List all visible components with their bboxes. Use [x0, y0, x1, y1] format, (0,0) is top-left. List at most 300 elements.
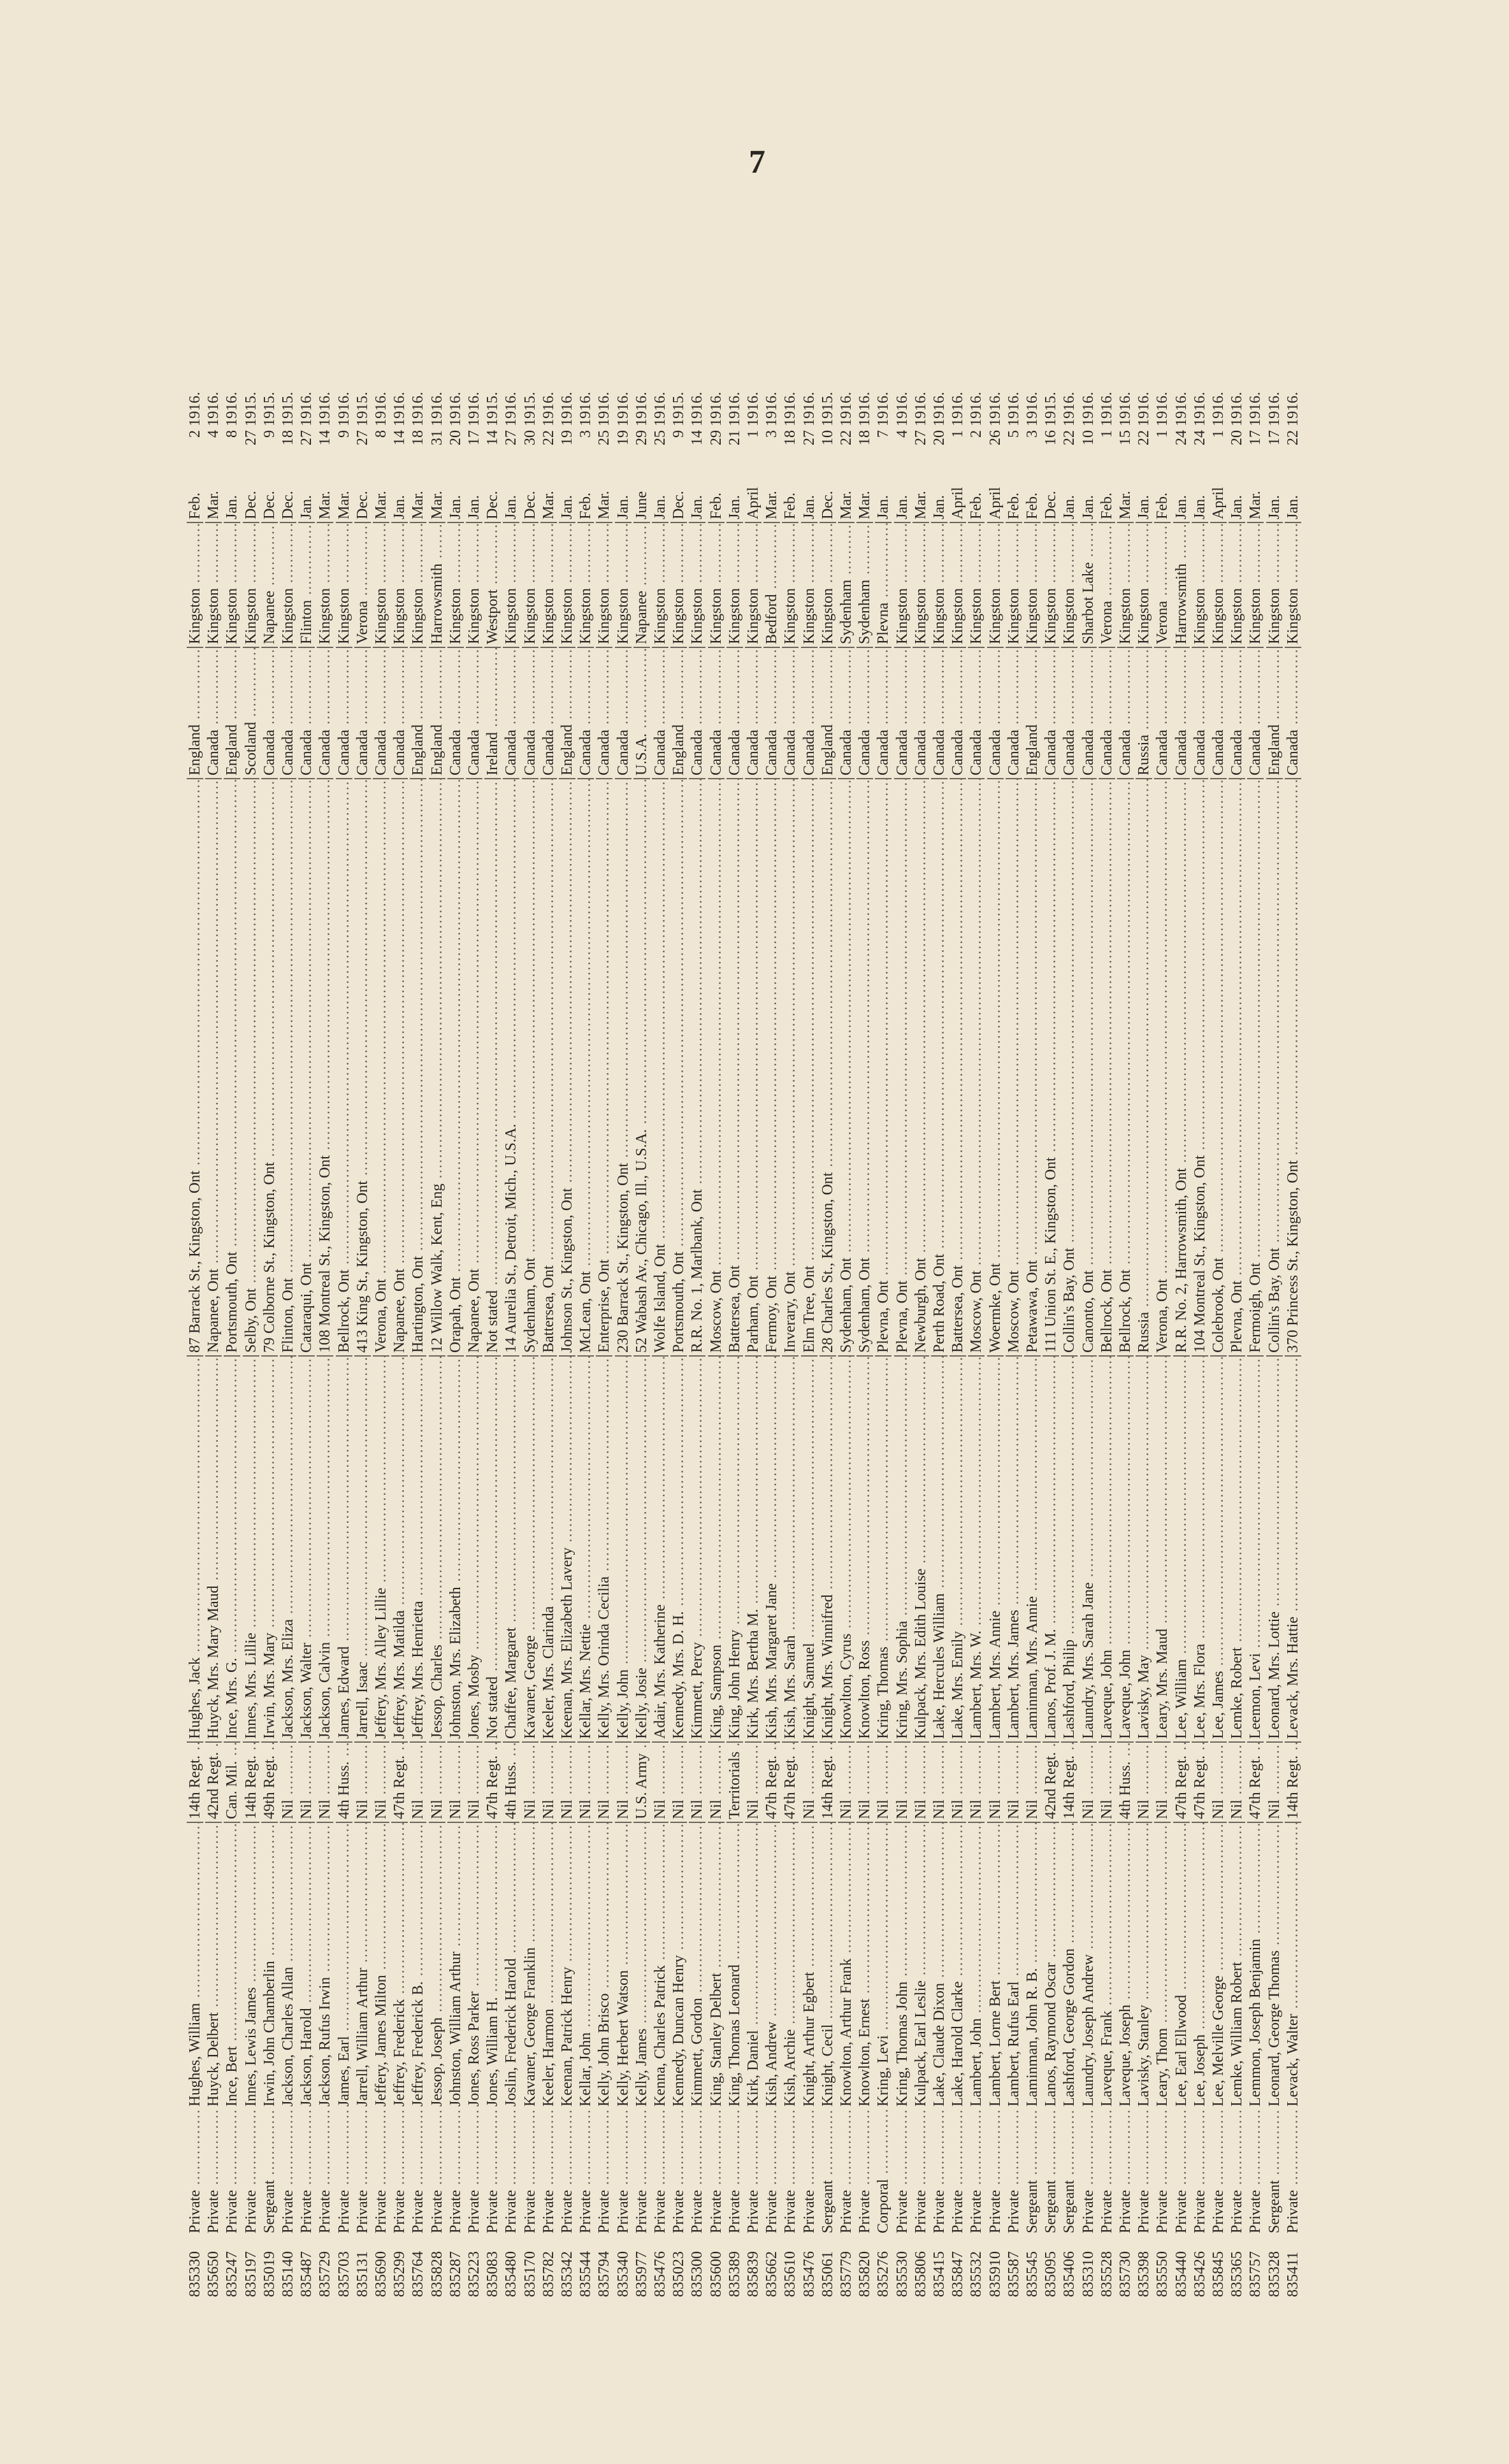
next-of-kin-cell: Lee, William .....	[1173, 1355, 1190, 1741]
table-row	[596, 182, 612, 2297]
soldier-name-cell: Keeler, Harmon .....	[540, 1822, 557, 2109]
next-of-kin-cell: Knowlton, Cyrus .....	[838, 1355, 855, 1741]
regimental-number-cell: 835023	[670, 2251, 688, 2297]
next-of-kin-address-cell: Portsmouth, Ont .....	[224, 778, 240, 1355]
enlistment-month-cell: Jan.	[503, 495, 520, 519]
enlistment-year-cell: 1916.	[782, 392, 799, 426]
rank-cell: Private .....	[373, 2109, 389, 2233]
enlistment-month-cell: Dec.	[354, 491, 371, 519]
next-of-kin-address-cell: Napanee, Ont .....	[205, 778, 222, 1355]
rank-cell: Private .....	[336, 2109, 352, 2233]
next-of-kin-cell: Kellar, Mrs. Nettie .....	[577, 1355, 594, 1741]
table-row	[894, 182, 911, 2297]
country-of-birth-cell: England .....	[1024, 647, 1041, 778]
enlistment-year-cell: 1916.	[652, 392, 668, 426]
next-of-kin-cell: Laminman, Mrs. Annie .....	[1024, 1355, 1041, 1741]
country-of-birth-cell: Canada .....	[894, 647, 911, 778]
enlistment-month-cell: Feb.	[187, 493, 203, 519]
country-of-birth-cell: Canada .....	[447, 647, 464, 778]
table-row	[503, 182, 519, 2297]
next-of-kin-address-cell: Fermoy, Ont .....	[763, 778, 780, 1355]
regimental-number-cell: 835170	[521, 2251, 538, 2297]
rank-cell: Sergeant .....	[819, 2109, 836, 2233]
next-of-kin-address-cell: Petawawa, Ont .....	[1024, 778, 1041, 1355]
next-of-kin-cell: Kimmett, Percy .....	[689, 1355, 705, 1741]
next-of-kin-cell: Jessop, Charles .....	[429, 1355, 445, 1741]
table-row	[1117, 182, 1134, 2297]
next-of-kin-cell: Lemke, Robert .....	[1229, 1355, 1245, 1741]
regimental-number-cell: 835340	[614, 2251, 632, 2297]
regimental-number-cell: 835544	[577, 2251, 595, 2297]
table-row	[633, 182, 650, 2297]
enlistment-year-cell: 1916.	[745, 392, 762, 426]
place-of-enlistment-cell: Kingston .....	[1229, 522, 1245, 647]
soldier-name-cell: Kish, Andrew .....	[763, 1822, 780, 2109]
soldier-name-cell: Kimmett, Gordon .....	[689, 1822, 705, 2109]
enlistment-month-cell: Jan.	[726, 495, 743, 519]
next-of-kin-cell: Irwin, Mrs. Mary .....	[261, 1355, 278, 1741]
table-row	[1024, 182, 1041, 2297]
country-of-birth-cell: Canada .....	[708, 647, 725, 778]
country-of-birth-cell: Canada .....	[913, 647, 929, 778]
soldier-name-cell: James, Earl .....	[336, 1822, 352, 2109]
regimental-number-cell: 835365	[1229, 2251, 1246, 2297]
rank-cell: Private .....	[429, 2109, 445, 2233]
next-of-kin-address-cell: 52 Wabash Av., Chicago, Ill., U.S.A. .....	[633, 778, 650, 1355]
place-of-enlistment-cell: Kingston .....	[466, 522, 482, 647]
soldier-name-cell: Kish, Archie .....	[782, 1822, 798, 2109]
next-of-kin-address-cell: Battersea, Ont .....	[726, 778, 743, 1355]
next-of-kin-cell: Knight, Samuel .....	[801, 1355, 818, 1741]
place-of-enlistment-cell: Kingston .....	[931, 522, 948, 647]
soldier-name-cell: Leary, Thom .....	[1154, 1822, 1171, 2109]
former-unit-cell: 47th Regt. .....	[782, 1741, 798, 1822]
table-row	[1210, 182, 1227, 2297]
regimental-number-cell: 835287	[447, 2251, 464, 2297]
enlistment-year-cell: 1916.	[317, 392, 334, 426]
enlistment-day-cell: 9	[670, 430, 688, 438]
rank-cell: Private .....	[1229, 2109, 1245, 2233]
former-unit-cell: Nil .....	[1210, 1741, 1227, 1822]
country-of-birth-cell: Canada .....	[1043, 647, 1059, 778]
soldier-name-cell: Knowlton, Ernest .....	[856, 1822, 873, 2109]
country-of-birth-cell: Canada .....	[298, 647, 315, 778]
soldier-name-cell: Lake, Harold Clarke .....	[949, 1822, 966, 2109]
place-of-enlistment-cell: Verona .....	[1154, 522, 1171, 647]
enlistment-year-cell: 1916.	[986, 392, 1004, 426]
next-of-kin-cell: Lanos, Prof. J. M. .....	[1043, 1355, 1059, 1741]
soldier-name-cell: Kring, Thomas John .....	[894, 1822, 911, 2109]
regimental-number-cell: 835487	[298, 2251, 315, 2297]
enlistment-year-cell: 1915.	[521, 392, 538, 426]
enlistment-day-cell: 3	[577, 430, 595, 438]
former-unit-cell: 47th Regt. .....	[391, 1741, 408, 1822]
former-unit-cell: 4th Huss. .....	[336, 1741, 352, 1822]
table-row	[298, 182, 315, 2297]
former-unit-cell: Nil .....	[1266, 1741, 1283, 1822]
next-of-kin-address-cell: Sydenham, Ont .....	[838, 778, 855, 1355]
place-of-enlistment-cell: Kingston .....	[187, 522, 203, 647]
enlistment-month-cell: Feb.	[968, 493, 985, 519]
regimental-number-cell: 835476	[652, 2251, 668, 2297]
country-of-birth-cell: Canada .....	[987, 647, 1004, 778]
enlistment-year-cell: 1916.	[1154, 392, 1171, 426]
rank-cell: Corporal .....	[875, 2109, 892, 2233]
former-unit-cell: Nil .....	[894, 1741, 911, 1822]
enlistment-year-cell: 1915.	[670, 392, 688, 426]
former-unit-cell: 47th Regt. .....	[763, 1741, 780, 1822]
table-row	[559, 182, 575, 2297]
enlistment-month-cell: Feb.	[1024, 493, 1041, 519]
place-of-enlistment-cell: Kingston .....	[559, 522, 575, 647]
table-row	[875, 182, 892, 2297]
country-of-birth-cell: England .....	[670, 647, 687, 778]
country-of-birth-cell: Canada .....	[1229, 647, 1245, 778]
place-of-enlistment-cell: Kingston .....	[1024, 522, 1041, 647]
next-of-kin-address-cell: 14 Aurelia St., Detroit, Mich., U.S.A. .....	[503, 778, 519, 1355]
enlistment-year-cell: 1916.	[912, 392, 929, 426]
enlistment-month-cell: Mar.	[335, 491, 352, 519]
country-of-birth-cell: Canada .....	[1080, 647, 1097, 778]
rank-cell: Private .....	[1247, 2109, 1264, 2233]
table-row	[1173, 182, 1190, 2297]
enlistment-year-cell: 1916.	[1061, 392, 1078, 426]
regimental-number-cell: 835019	[261, 2251, 278, 2297]
regimental-number-cell: 835828	[428, 2251, 445, 2297]
country-of-birth-cell: Canada .....	[875, 647, 892, 778]
soldier-name-cell: Hughes, William .....	[187, 1822, 203, 2109]
country-of-birth-cell: Canada .....	[1006, 647, 1022, 778]
next-of-kin-address-cell: 87 Barrack St., Kingston, Ont .....	[187, 778, 203, 1355]
next-of-kin-cell: Lashford, Philip .....	[1061, 1355, 1078, 1741]
country-of-birth-cell: Canada .....	[1210, 647, 1227, 778]
rank-cell: Private .....	[801, 2109, 818, 2233]
country-of-birth-cell: Canada .....	[540, 647, 557, 778]
enlistment-day-cell: 10	[1079, 430, 1097, 445]
next-of-kin-cell: Kish, Mrs. Sarah .....	[782, 1355, 798, 1741]
enlistment-year-cell: 1916.	[949, 392, 967, 426]
next-of-kin-cell: Leary, Mrs. Maud .....	[1154, 1355, 1171, 1741]
enlistment-year-cell: 1915.	[280, 392, 296, 426]
country-of-birth-cell: Canada .....	[782, 647, 798, 778]
country-of-birth-cell: Ireland .....	[484, 647, 501, 778]
enlistment-month-cell: Jan.	[466, 495, 482, 519]
soldier-name-cell: Lambert, Lorne Bert .....	[987, 1822, 1004, 2109]
country-of-birth-cell: Canada .....	[336, 647, 352, 778]
place-of-enlistment-cell: Harrowsmith .....	[1173, 522, 1190, 647]
soldier-name-cell: Knight, Cecil .....	[819, 1822, 836, 2109]
regimental-number-cell: 835650	[205, 2251, 222, 2297]
enlistment-day-cell: 14	[689, 430, 706, 445]
table-row	[261, 182, 278, 2297]
soldier-name-cell: Kennedy, Duncan Henry .....	[670, 1822, 687, 2109]
table-row	[763, 182, 780, 2297]
table-row	[373, 182, 389, 2297]
rank-cell: Private .....	[243, 2109, 259, 2233]
next-of-kin-address-cell: 79 Colborne St., Kingston, Ont .....	[261, 778, 278, 1355]
country-of-birth-cell: England .....	[410, 647, 426, 778]
former-unit-cell: 47th Regt. .....	[1192, 1741, 1208, 1822]
table-row	[1136, 182, 1152, 2297]
next-of-kin-address-cell: Moscow, Ont .....	[1006, 778, 1022, 1355]
place-of-enlistment-cell: Kingston .....	[708, 522, 725, 647]
country-of-birth-cell: Canada .....	[689, 647, 705, 778]
next-of-kin-address-cell: Not stated .....	[484, 778, 501, 1355]
enlistment-month-cell: Mar.	[205, 491, 222, 519]
place-of-enlistment-cell: Kingston .....	[652, 522, 668, 647]
former-unit-cell: Nil .....	[373, 1741, 389, 1822]
soldier-name-cell: Lavisky, Stanley .....	[1136, 1822, 1152, 2109]
next-of-kin-cell: Kavaner, George .....	[522, 1355, 538, 1741]
country-of-birth-cell: Canada .....	[522, 647, 538, 778]
place-of-enlistment-cell: Kingston .....	[782, 522, 798, 647]
table-row	[1080, 182, 1097, 2297]
soldier-name-cell: Lambert, John .....	[968, 1822, 985, 2109]
enlistment-month-cell: Mar.	[1117, 491, 1134, 519]
enlistment-day-cell: 9	[261, 430, 278, 438]
enlistment-day-cell: 26	[986, 430, 1004, 445]
place-of-enlistment-cell: Kingston .....	[391, 522, 408, 647]
enlistment-year-cell: 1916.	[875, 392, 892, 426]
regimental-number-cell: 835528	[1098, 2251, 1115, 2297]
rank-cell: Private .....	[1117, 2109, 1134, 2233]
enlistment-year-cell: 1916.	[577, 392, 595, 426]
next-of-kin-cell: Chaffee, Margaret .....	[503, 1355, 519, 1741]
table-row	[466, 182, 482, 2297]
next-of-kin-cell: Kelly, Mrs. Orinda Cecilia .....	[596, 1355, 612, 1741]
regimental-number-cell: 835197	[242, 2251, 259, 2297]
former-unit-cell: 42nd Regt. .....	[1043, 1741, 1059, 1822]
former-unit-cell: Nil .....	[429, 1741, 445, 1822]
place-of-enlistment-cell: Kingston .....	[968, 522, 985, 647]
table-row	[447, 182, 464, 2297]
regimental-number-cell: 835095	[1043, 2251, 1060, 2297]
place-of-enlistment-cell: Kingston .....	[336, 522, 352, 647]
rank-cell: Private .....	[540, 2109, 557, 2233]
regimental-number-cell: 835530	[893, 2251, 911, 2297]
regimental-number-cell: 835299	[391, 2251, 408, 2297]
next-of-kin-address-cell: Moscow, Ont .....	[968, 778, 985, 1355]
enlistment-year-cell: 1916.	[503, 392, 520, 426]
former-unit-cell: Nil .....	[466, 1741, 482, 1822]
enlistment-year-cell: 1916.	[931, 392, 948, 426]
rank-cell: Private .....	[1192, 2109, 1208, 2233]
table-row	[987, 182, 1004, 2297]
regimental-number-cell: 835662	[763, 2251, 781, 2297]
country-of-birth-cell: Canada .....	[838, 647, 855, 778]
country-of-birth-cell: Canada .....	[1117, 647, 1134, 778]
rank-cell: Private .....	[670, 2109, 687, 2233]
next-of-kin-cell: Adair, Mrs. Katherine .....	[652, 1355, 668, 1741]
soldier-name-cell: Lanos, Raymond Oscar .....	[1043, 1822, 1059, 2109]
enlistment-month-cell: Jan.	[1229, 495, 1246, 519]
former-unit-cell: 14th Regt. .....	[187, 1741, 203, 1822]
table-row	[1192, 182, 1208, 2297]
next-of-kin-cell: Kish, Mrs. Margaret Jane .....	[763, 1355, 780, 1741]
enlistment-month-cell: Dec.	[484, 491, 502, 519]
table-row	[1043, 182, 1059, 2297]
rank-cell: Private .....	[317, 2109, 333, 2233]
enlistment-year-cell: 1916.	[800, 392, 818, 426]
regimental-number-cell: 835806	[912, 2251, 929, 2297]
place-of-enlistment-cell: Kingston .....	[745, 522, 762, 647]
rank-cell: Private .....	[968, 2109, 985, 2233]
enlistment-month-cell: Jan.	[391, 495, 408, 519]
enlistment-month-cell: Jan.	[875, 495, 892, 519]
next-of-kin-address-cell: Plevna, Ont .....	[875, 778, 892, 1355]
enlistment-month-cell: Feb.	[577, 493, 595, 519]
place-of-enlistment-cell: Kingston .....	[1266, 522, 1283, 647]
regimental-number-cell: 835389	[726, 2251, 743, 2297]
rank-cell: Private .....	[1154, 2109, 1171, 2233]
next-of-kin-address-cell: Woermke, Ont .....	[987, 778, 1004, 1355]
former-unit-cell: Nil .....	[931, 1741, 948, 1822]
enlistment-month-cell: Jan.	[447, 495, 464, 519]
enlistment-month-cell: April	[986, 487, 1004, 519]
next-of-kin-address-cell: Parham, Ont .....	[745, 778, 762, 1355]
enlistment-year-cell: 1916.	[1266, 392, 1283, 426]
next-of-kin-address-cell: McLean, Ont .....	[577, 778, 594, 1355]
table-row	[354, 182, 371, 2297]
country-of-birth-cell: Canada .....	[1173, 647, 1190, 778]
regimental-number-cell: 835782	[540, 2251, 557, 2297]
former-unit-cell: Nil .....	[652, 1741, 668, 1822]
place-of-enlistment-cell: Kingston .....	[522, 522, 538, 647]
soldier-name-cell: Jones, William H. .....	[484, 1822, 501, 2109]
regimental-number-cell: 835083	[484, 2251, 502, 2297]
place-of-enlistment-cell: Kingston .....	[1006, 522, 1022, 647]
country-of-birth-cell: Canada .....	[801, 647, 818, 778]
rank-cell: Private .....	[187, 2109, 203, 2233]
enlistment-day-cell: 21	[726, 430, 743, 445]
rank-cell: Sergeant .....	[1266, 2109, 1283, 2233]
former-unit-cell: Nil .....	[447, 1741, 464, 1822]
former-unit-cell: Nil .....	[280, 1741, 296, 1822]
enlistment-year-cell: 1916.	[187, 392, 203, 426]
enlistment-day-cell: 24	[1191, 430, 1208, 445]
table-row	[689, 182, 705, 2297]
soldier-name-cell: Kenna, Charles Patrick .....	[652, 1822, 668, 2109]
enlistment-day-cell: 20	[931, 430, 948, 445]
enlistment-day-cell: 14	[317, 430, 334, 445]
former-unit-cell: Nil .....	[1099, 1741, 1115, 1822]
next-of-kin-address-cell: 370 Princess St., Kingston, Ont .....	[1285, 778, 1301, 1355]
soldier-name-cell: Jackson, Harold .....	[298, 1822, 315, 2109]
enlistment-month-cell: Feb.	[782, 493, 799, 519]
regimental-number-cell: 835690	[373, 2251, 389, 2297]
rank-cell: Private .....	[689, 2109, 705, 2233]
enlistment-month-cell: Jan.	[931, 495, 948, 519]
place-of-enlistment-cell: Kingston .....	[1117, 522, 1134, 647]
soldier-name-cell: Keenan, Patrick Henry .....	[559, 1822, 575, 2109]
soldier-name-cell: Kelly, John Brisco .....	[596, 1822, 612, 2109]
place-of-enlistment-cell: Kingston .....	[596, 522, 612, 647]
next-of-kin-address-cell: Selby, Ont .....	[243, 778, 259, 1355]
table-row	[949, 182, 966, 2297]
enlistment-day-cell: 17	[1266, 430, 1283, 445]
place-of-enlistment-cell: Kingston .....	[894, 522, 911, 647]
enlistment-day-cell: 18	[782, 430, 799, 445]
table-row	[838, 182, 855, 2297]
rank-cell: Private .....	[1285, 2109, 1301, 2233]
next-of-kin-address-cell: Enterprise, Ont .....	[596, 778, 612, 1355]
table-row	[317, 182, 333, 2297]
next-of-kin-address-cell: Verona, Ont .....	[1154, 778, 1171, 1355]
regimental-number-cell: 835757	[1247, 2251, 1264, 2297]
country-of-birth-cell: Canada .....	[968, 647, 985, 778]
former-unit-cell: Nil .....	[856, 1741, 873, 1822]
next-of-kin-address-cell: Flinton, Ont .....	[280, 778, 296, 1355]
next-of-kin-cell: Lambert, Mrs. James .....	[1006, 1355, 1022, 1741]
next-of-kin-cell: Jeffrey, Mrs. Matilda .....	[391, 1355, 408, 1741]
country-of-birth-cell: Canada .....	[1285, 647, 1301, 778]
former-unit-cell: Nil .....	[1136, 1741, 1152, 1822]
regimental-number-cell: 835910	[986, 2251, 1004, 2297]
table-row	[205, 182, 222, 2297]
table-row	[1154, 182, 1171, 2297]
soldier-name-cell: King, Thomas Leonard .....	[726, 1822, 743, 2109]
enlistment-month-cell: Mar.	[912, 491, 929, 519]
enlistment-year-cell: 1916.	[1247, 392, 1264, 426]
table-row	[1099, 182, 1115, 2297]
place-of-enlistment-cell: Kingston .....	[987, 522, 1004, 647]
soldier-name-cell: Leonard, George Thomas .....	[1266, 1822, 1283, 2109]
regimental-number-cell: 835550	[1154, 2251, 1171, 2297]
table-row	[484, 182, 501, 2297]
enlistment-month-cell: Jan.	[1191, 495, 1208, 519]
table-row	[243, 182, 259, 2297]
country-of-birth-cell: Canada .....	[745, 647, 762, 778]
regimental-number-cell: 835532	[968, 2251, 985, 2297]
enlistment-day-cell: 16	[1043, 430, 1060, 445]
soldier-name-cell: Laundry, Joseph Andrew .....	[1080, 1822, 1097, 2109]
former-unit-cell: Nil .....	[745, 1741, 762, 1822]
soldier-name-cell: Laveque, Frank .....	[1099, 1822, 1115, 2109]
country-of-birth-cell: Canada .....	[391, 647, 408, 778]
former-unit-cell: Can. Mil. .....	[224, 1741, 240, 1822]
enlistment-month-cell: Feb.	[1005, 493, 1022, 519]
soldier-name-cell: Lemmon, Joseph Benjamin .....	[1247, 1822, 1264, 2109]
place-of-enlistment-cell: Kingston .....	[726, 522, 743, 647]
enlistment-year-cell: 1916.	[1005, 392, 1022, 426]
enlistment-day-cell: 30	[521, 430, 538, 445]
soldier-name-cell: Laveque, Joseph .....	[1117, 1822, 1134, 2109]
soldier-name-cell: Joslin, Frederick Harold .....	[503, 1822, 519, 2109]
enlistment-day-cell: 19	[559, 430, 575, 445]
rank-cell: Private .....	[856, 2109, 873, 2233]
next-of-kin-cell: Keeler, Mrs. Clarinda .....	[540, 1355, 557, 1741]
regimental-number-cell: 835610	[782, 2251, 799, 2297]
former-unit-cell: 49th Regt. .....	[261, 1741, 278, 1822]
enlistment-day-cell: 29	[707, 430, 725, 445]
next-of-kin-address-cell: Russia .....	[1136, 778, 1152, 1355]
rank-cell: Private .....	[280, 2109, 296, 2233]
enlistment-month-cell: Dec.	[1043, 491, 1060, 519]
enlistment-day-cell: 27	[800, 430, 818, 445]
next-of-kin-address-cell: 12 Willow Walk, Kent, Eng .....	[429, 778, 445, 1355]
soldier-name-cell: Jeffery, James Milton .....	[373, 1822, 389, 2109]
next-of-kin-cell: Kelly, Josie .....	[633, 1355, 650, 1741]
enlistment-day-cell: 15	[1117, 430, 1134, 445]
place-of-enlistment-cell: Kingston .....	[373, 522, 389, 647]
enlistment-day-cell: 9	[335, 430, 352, 438]
next-of-kin-address-cell: Portsmouth, Ont .....	[670, 778, 687, 1355]
rank-cell: Private .....	[503, 2109, 519, 2233]
rank-cell: Private .....	[1136, 2109, 1152, 2233]
rank-cell: Sergeant .....	[1024, 2109, 1041, 2233]
enlistment-day-cell: 22	[1284, 430, 1301, 445]
enlistment-month-cell: Feb.	[1154, 493, 1171, 519]
